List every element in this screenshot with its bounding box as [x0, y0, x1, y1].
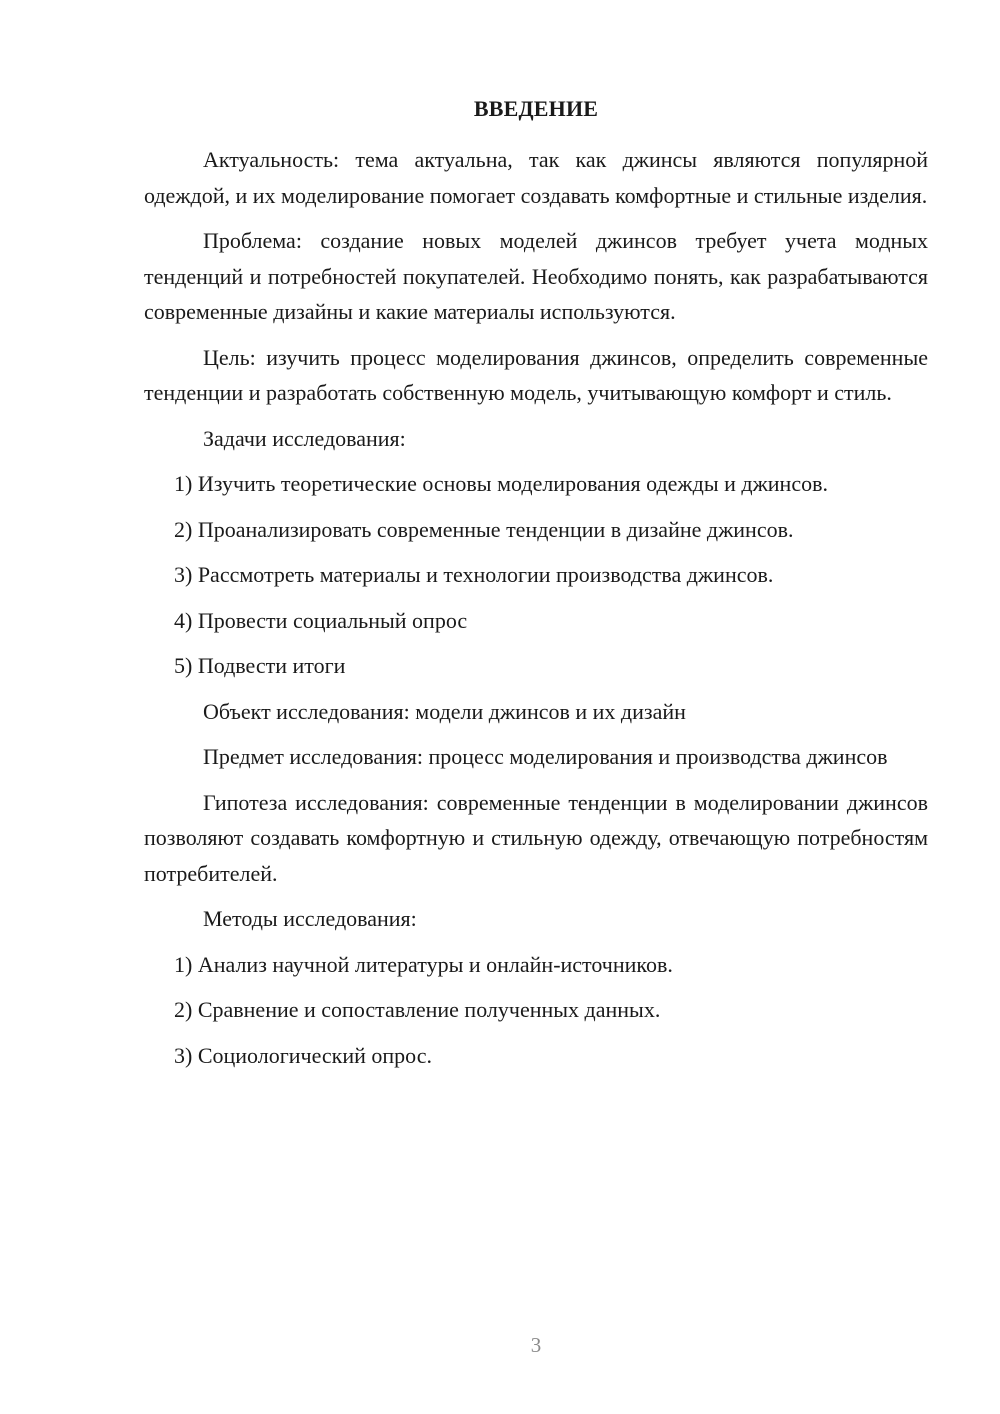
list-item: 1) Изучить теоретические основы моделирования одежды и джинсов.	[174, 471, 828, 496]
list-item: 3) Рассмотреть материалы и технологии производства джинсов.	[174, 562, 774, 587]
methods-list	[144, 947, 928, 1074]
tasks-heading: Задачи исследования:	[203, 425, 406, 451]
document-body	[144, 142, 928, 1083]
list-item: 3) Социологический опрос.	[174, 1042, 432, 1068]
goal-paragraph: Цель: изучить процесс моделирования джинсов, определить современные тенденции и разработать собственную модель, учитывающую комфорт и стиль.	[144, 344, 928, 405]
object-paragraph: Объект исследования: модели джинсов и их дизайн	[203, 698, 686, 724]
tasks-list	[144, 466, 928, 684]
list-item: 2) Сравнение и сопоставление полученных данных.	[174, 997, 661, 1022]
list-item: 4) Провести социальный опрос	[174, 607, 468, 633]
relevance-paragraph: Актуальность: тема актуальна, так как джинсы являются популярной одеждой, и их моделирование помогает создавать комфортные и стильные изделия.	[144, 147, 928, 208]
page-title: ВВЕДЕНИЕ	[473, 96, 599, 121]
problem-paragraph: Проблема: создание новых моделей джинсов требует учета модных тенденций и потребностей покупателей. Необходимо понять, как разрабатываются современные дизайны и какие материалы используются.	[144, 228, 928, 324]
methods-heading: Методы исследования:	[203, 906, 417, 931]
page-number: 3	[530, 1333, 542, 1357]
list-item: 1) Анализ научной литературы и онлайн-источников.	[174, 951, 673, 977]
list-item: 5) Подвести итоги	[174, 653, 346, 678]
subject-paragraph: Предмет исследования: процесс моделирования и производства джинсов	[203, 744, 888, 769]
hypothesis-paragraph: Гипотеза исследования: современные тенденции в моделировании джинсов позволяют создавать комфортную и стильную одежду, отвечающую потребностям потребителей.	[144, 789, 928, 886]
list-item: 2) Проанализировать современные тенденции в дизайне джинсов.	[174, 516, 794, 542]
